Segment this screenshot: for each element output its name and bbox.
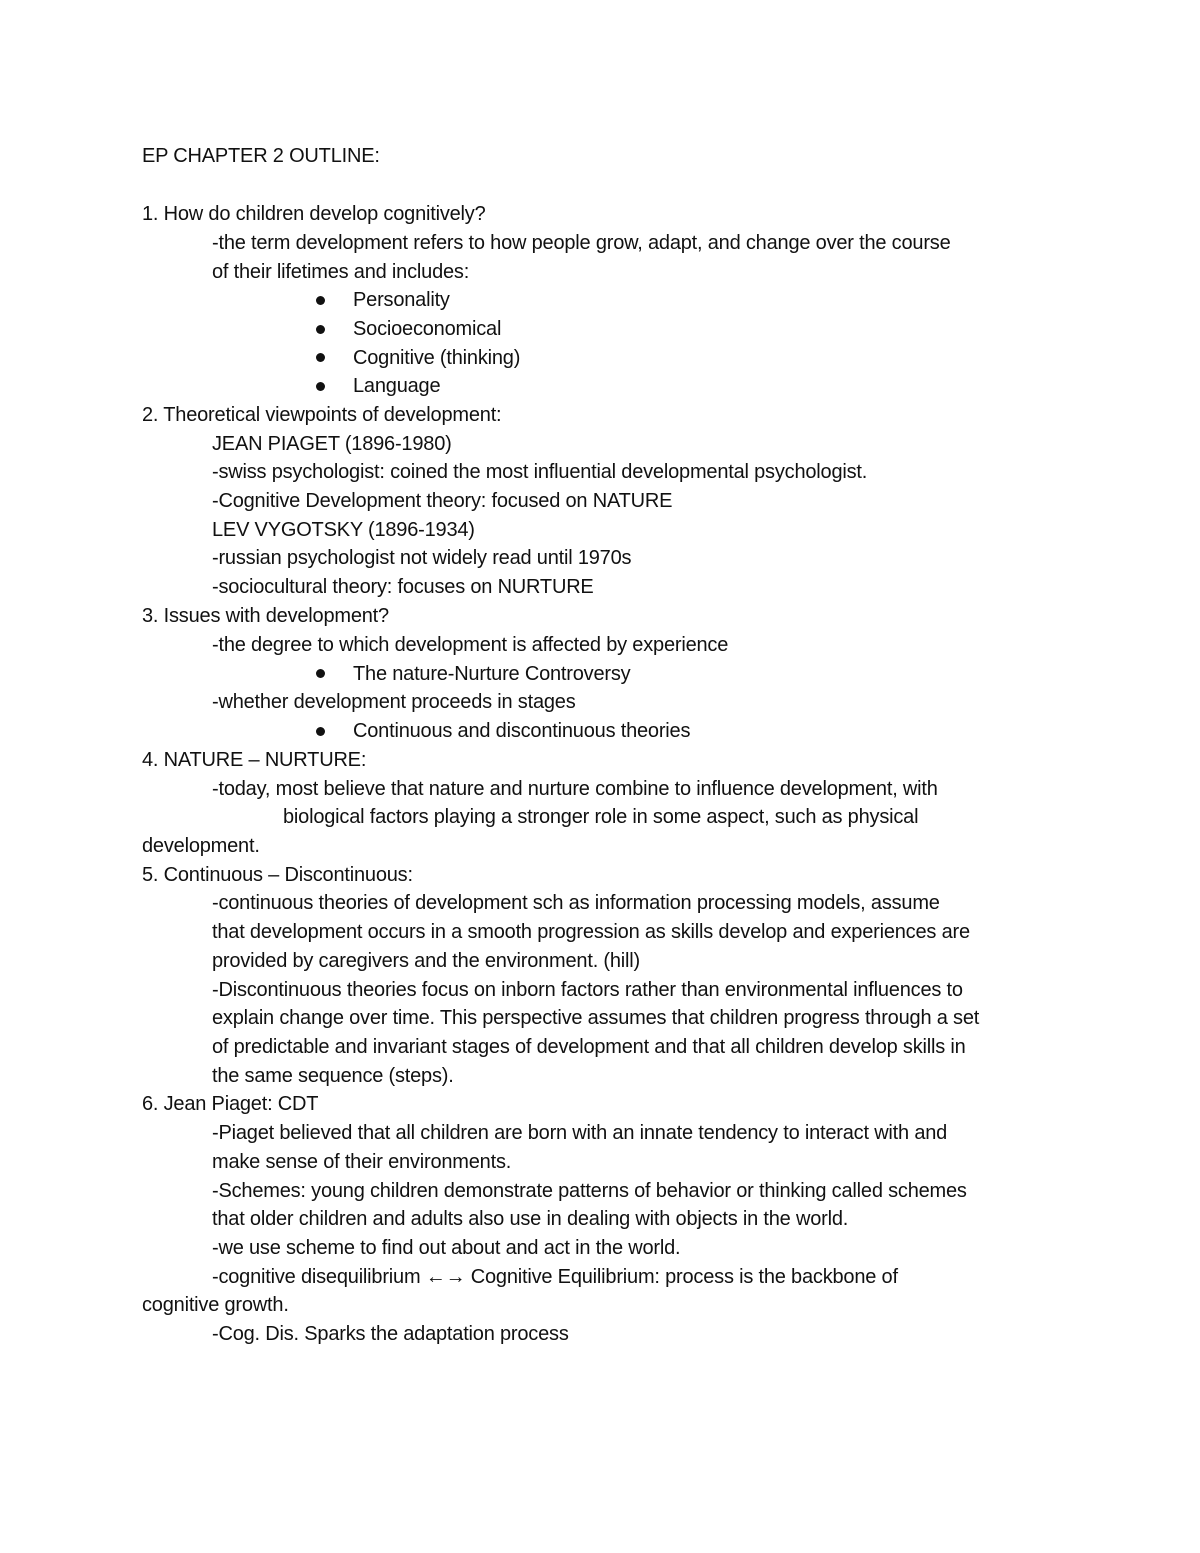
outline-line: -the term development refers to how people grow, adapt, and change over the course <box>212 232 951 254</box>
outline-line: -continuous theories of development sch as information processing models, assume <box>212 892 940 914</box>
bullet-item: Personality <box>353 289 450 311</box>
outline-line: -today, most believe that nature and nurture combine to influence development, with <box>212 778 938 800</box>
outline-line: -we use scheme to find out about and act in the world. <box>212 1237 681 1259</box>
outline-line: -whether development proceeds in stages <box>212 691 576 713</box>
outline-line: -Piaget believed that all children are born with an innate tendency to interact with and <box>212 1122 948 1144</box>
bullet-icon <box>316 325 325 334</box>
outline-heading-3: 3. Issues with development? <box>142 605 389 627</box>
bullet-icon <box>316 382 325 391</box>
outline-line: of predictable and invariant stages of development and that all children develop skills in <box>212 1036 966 1058</box>
bullet-icon <box>316 727 325 736</box>
outline-line: of their lifetimes and includes: <box>212 261 470 283</box>
outline-line: -Cognitive Development theory: focused on NATURE <box>212 490 673 512</box>
bullet-icon <box>316 353 325 362</box>
outline-line: -swiss psychologist: coined the most influential developmental psychologist. <box>212 461 868 483</box>
bullet-icon <box>316 296 325 305</box>
outline-line: JEAN PIAGET (1896-1980) <box>212 433 452 455</box>
bullet-item: Continuous and discontinuous theories <box>353 720 691 742</box>
outline-line: the same sequence (steps). <box>212 1065 454 1087</box>
outline-line: cognitive growth. <box>142 1294 289 1316</box>
outline-line: that older children and adults also use in dealing with objects in the world. <box>212 1208 849 1230</box>
outline-line: -Discontinuous theories focus on inborn factors rather than environmental influences to <box>212 979 963 1001</box>
document-title: EP CHAPTER 2 OUTLINE: <box>142 145 380 167</box>
outline-heading-1: 1. How do children develop cognitively? <box>142 203 486 225</box>
bullet-icon <box>316 669 325 678</box>
outline-line: provided by caregivers and the environment. (hill) <box>212 950 640 972</box>
outline-line: -the degree to which development is affected by experience <box>212 634 729 656</box>
outline-line: development. <box>142 835 260 857</box>
bullet-item: The nature-Nurture Controversy <box>353 663 631 685</box>
outline-line: -cognitive disequilibrium ←→ Cognitive Equilibrium: process is the backbone of <box>212 1266 898 1288</box>
outline-line: explain change over time. This perspective assumes that children progress through a set <box>212 1007 980 1029</box>
outline-heading-2: 2. Theoretical viewpoints of development: <box>142 404 502 426</box>
bullet-item: Language <box>353 375 441 397</box>
outline-line: make sense of their environments. <box>212 1151 512 1173</box>
outline-line: -Cog. Dis. Sparks the adaptation process <box>212 1323 569 1345</box>
outline-line: LEV VYGOTSKY (1896-1934) <box>212 519 475 541</box>
outline-heading-6: 6. Jean Piaget: CDT <box>142 1093 319 1115</box>
bullet-item: Socioeconomical <box>353 318 502 340</box>
outline-line: biological factors playing a stronger role in some aspect, such as physical <box>283 806 919 828</box>
outline-line: that development occurs in a smooth progression as skills develop and experiences are <box>212 921 970 943</box>
bullet-item: Cognitive (thinking) <box>353 347 521 369</box>
outline-heading-4: 4. NATURE – NURTURE: <box>142 749 367 771</box>
outline-line: -russian psychologist not widely read until 1970s <box>212 547 632 569</box>
outline-line: -sociocultural theory: focuses on NURTURE <box>212 576 594 598</box>
outline-heading-5: 5. Continuous – Discontinuous: <box>142 864 413 886</box>
outline-line: -Schemes: young children demonstrate patterns of behavior or thinking called schemes <box>212 1180 967 1202</box>
